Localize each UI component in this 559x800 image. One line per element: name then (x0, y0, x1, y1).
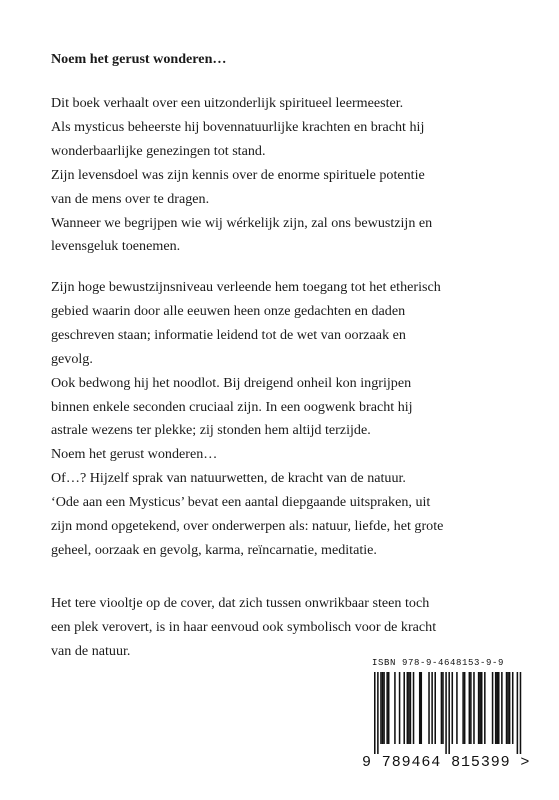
barcode-bar (388, 672, 390, 744)
paragraph-2-line: zijn mond opgetekend, over onderwerpen als: natuur, liefde, het grote (51, 518, 444, 535)
paragraph-3-line: Het tere viooltje op de cover, dat zich tussen onwrikbaar steen toch (51, 595, 430, 611)
barcode-bar (434, 672, 436, 744)
barcode-bar (501, 672, 503, 744)
paragraph-1 (51, 92, 521, 259)
paragraph-2 (51, 276, 521, 563)
barcode-bars (362, 672, 528, 758)
barcode-bar (464, 672, 466, 744)
ean-digits: 9 789464 815399 > (362, 754, 531, 771)
paragraph-2-line: geheel, oorzaak en gevolg, karma, reïncarnatie, meditatie. (51, 541, 377, 558)
barcode-bar (399, 672, 401, 744)
barcode-bar (479, 672, 481, 744)
barcode-bar (383, 672, 385, 744)
paragraph-2-line: ‘Ode aan een Mysticus’ bevat een aantal diepgaande uitspraken, uit (51, 494, 431, 511)
barcode-bar (413, 672, 415, 744)
paragraph-1-line: wonderbaarlijke genezingen tot stand. (51, 142, 266, 159)
isbn-barcode (362, 658, 531, 778)
barcode-bar (520, 672, 522, 754)
barcode-bar (408, 672, 410, 744)
paragraph-3 (51, 592, 521, 664)
barcode-bar (496, 672, 498, 744)
barcode-bar (441, 672, 443, 744)
barcode-bar (484, 672, 486, 744)
barcode-bar (410, 672, 412, 744)
paragraph-1-line: Zijn levensdoel was zijn kennis over de enorme spirituele potentie (51, 166, 425, 183)
barcode-bar (431, 672, 433, 744)
paragraph-2-line: Noem het gerust wonderen… (51, 446, 218, 463)
barcode-bar (394, 672, 396, 744)
barcode-bar (507, 672, 509, 744)
barcode-bar (428, 672, 430, 744)
barcode-bar (462, 672, 464, 744)
paragraph-2-line: binnen enkele seconden cruciaal zijn. In een oogwenk bracht hij (51, 398, 413, 415)
barcode-bar (492, 672, 494, 744)
paragraph-2-line: astrale wezens ter plekke; zij stonden hem altijd terzijde. (51, 422, 371, 439)
barcode-bar (403, 672, 405, 744)
paragraph-1-line: levensgeluk toenemen. (51, 238, 181, 255)
heading (51, 48, 521, 72)
barcode-bar (498, 672, 500, 744)
barcode-bar (374, 672, 376, 754)
barcode-bar (469, 672, 471, 744)
barcode-bar (419, 672, 421, 744)
barcode-bar (509, 672, 511, 744)
paragraph-1-line: Dit boek verhaalt over een uitzonderlijk spiritueel leermeester. (51, 95, 404, 111)
barcode-bar (517, 672, 519, 754)
barcode-bar (382, 672, 384, 744)
barcode-bar (473, 672, 475, 744)
barcode-bar (380, 672, 382, 744)
barcode-bar (377, 672, 379, 754)
barcode-bar (512, 672, 514, 744)
barcode-bar (448, 672, 450, 754)
paragraph-1-line: Als mysticus beheerste hij bovennatuurlijke krachten en bracht hij (51, 118, 425, 135)
paragraph-1-line: Wanneer we begrijpen wie wij wérkelijk zijn, zal ons bewustzijn en (51, 214, 433, 231)
heading-text: Noem het gerust wonderen… (51, 51, 227, 67)
paragraph-2-line: geschreven staan; informatie leidend tot de wet van oorzaak en (51, 326, 406, 343)
barcode-bar (456, 672, 458, 744)
barcode-bar (478, 672, 480, 744)
paragraph-3-line: een plek verovert, is in haar eenvoud ook symbolisch voor de kracht (51, 618, 437, 635)
barcode-bar (506, 672, 508, 744)
isbn-label: ISBN 978-9-4648153-9-9 (372, 658, 505, 668)
paragraph-2-line: gevolg. (51, 350, 93, 367)
barcode-bar (481, 672, 483, 744)
barcode-bar (470, 672, 472, 744)
barcode-bar (386, 672, 388, 744)
barcode-bar (452, 672, 454, 744)
paragraph-3-line: van de natuur. (51, 642, 131, 659)
barcode-bar (407, 672, 409, 744)
paragraph-2-line: Of…? Hijzelf sprak van natuurwetten, de kracht van de natuur. (51, 470, 406, 487)
barcode-bar (445, 672, 447, 754)
barcode-bar (495, 672, 497, 744)
paragraph-2-line: gebied waarin door alle eeuwen heen onze gedachten en daden (51, 302, 406, 319)
paragraph-1-line: van de mens over te dragen. (51, 190, 210, 207)
barcode-bar (421, 672, 423, 744)
paragraph-2-line: Zijn hoge bewustzijnsniveau verleende hem toegang tot het etherisch (51, 279, 441, 295)
barcode-bar (442, 672, 444, 744)
paragraph-2-line: Ook bedwong hij het noodlot. Bij dreigend onheil kon ingrijpen (51, 374, 412, 391)
